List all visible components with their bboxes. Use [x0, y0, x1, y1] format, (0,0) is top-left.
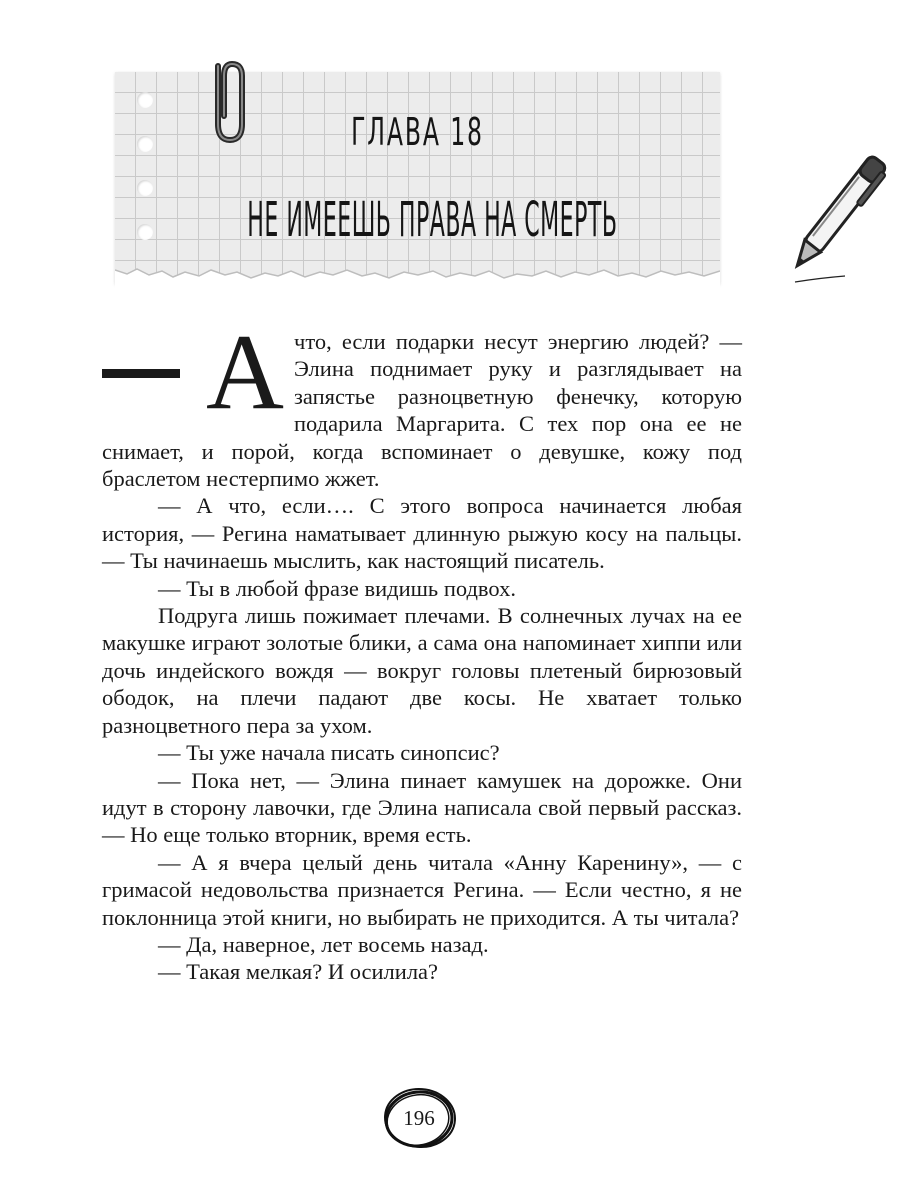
- paragraph: А что, если подарки несут энергию людей? — Элина поднимает руку и разглядывает на запястье разноцветную фенечку, которую подарила Маргарита. С тех пор она ее не снимает, и порой, когда вспоминает о девушке, кожу под браслетом нестерпимо жжет.: [102, 313, 742, 492]
- chapter-banner: [115, 72, 720, 284]
- paragraph: Подруга лишь пожимает плечами. В солнечных лучах на ее макушке играют золотые блики, а сама она напоминает хиппи или дочь индейского вождя — вокруг головы плетеный бирюзовый ободок, на плечи падают две косы. Не хватает только разноцветного пера за ухом.: [102, 603, 742, 738]
- em-dash-mark: [102, 369, 180, 378]
- paragraph: — А я вчера целый день читала «Анну Каренину», — с гримасой недовольства признается Регина. — Если честно, я не поклонница этой книги, но выбирать не приходится. А ты читала?: [102, 849, 742, 930]
- paragraph: — Пока нет, — Элина пинает камушек на дорожке. Они идут в сторону лавочки, где Элина написала свой первый рассказ. — Но еще только вторник, время есть.: [102, 767, 742, 848]
- binder-hole: [137, 180, 153, 196]
- chapter-name: НЕ ИМЕЕШЬ ПРАВА НА СМЕРТЬ: [247, 190, 618, 248]
- chapter-title: ГЛАВА 18: [351, 110, 484, 154]
- body-text: [102, 313, 742, 986]
- binder-hole: [137, 136, 153, 152]
- page-number: [379, 1084, 459, 1154]
- torn-paper-edge: [115, 262, 720, 290]
- page-number-text: 196: [403, 1106, 435, 1130]
- drop-cap: [102, 313, 284, 432]
- binder-hole: [137, 224, 153, 240]
- pen-icon: [775, 150, 890, 290]
- paragraph: — Ты уже начала писать синопсис?: [158, 740, 500, 766]
- paragraph: — Ты в любой фразе видишь подвох.: [158, 575, 516, 601]
- paragraph: — А что, если…. С этого вопроса начинается любая история, — Регина наматывает длинную рыжую косу на пальцы. — Ты начинаешь мыслить, как настоящий писатель.: [102, 493, 742, 574]
- grid-paper: [115, 72, 720, 284]
- paragraph: — Такая мелкая? И осилила?: [158, 959, 439, 985]
- drop-cap-letter: А: [206, 313, 284, 432]
- binder-hole: [137, 92, 153, 108]
- paragraph: — Да, наверное, лет восемь назад.: [158, 931, 489, 957]
